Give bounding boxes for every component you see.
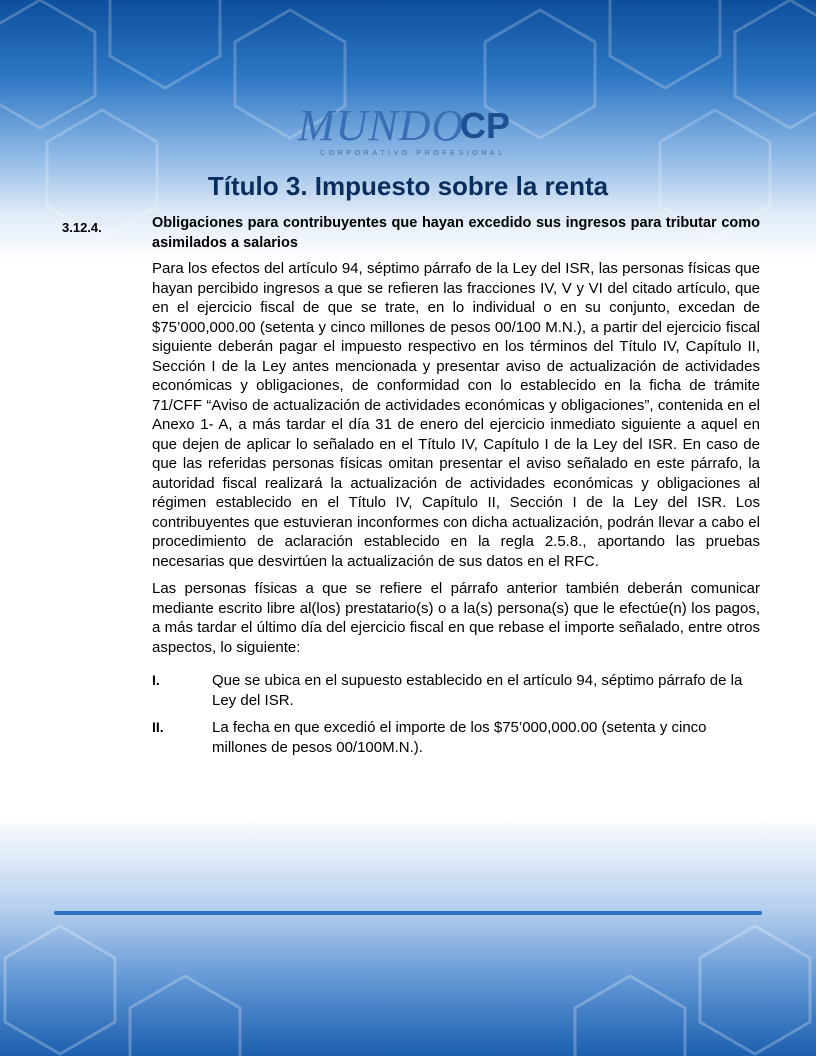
logo-subtitle: CORPORATIVO PROFESIONAL <box>320 150 506 157</box>
logo-cp: CP <box>460 105 511 146</box>
list-item-text: Que se ubica en el supuesto establecido en el artículo 94, séptimo párrafo de la Ley del ISR. <box>212 672 743 709</box>
rule-content <box>152 214 760 765</box>
paragraph: Para los efectos del artículo 94, séptimo párrafo de la Ley del ISR, las personas físicas que hayan percibido ingresos a que se refieren las fracciones IV, V y VI del citado artículo, que en el ejercicio fiscal de que se trate, en lo individual o en su conjunto, excedan de $75’000,000.00 (setenta y cinco millones de pesos 00/100 M.N.), a partir del ejercicio fiscal siguiente deberán pagar el impuesto respectivo en los términos del Título IV, Capítulo II, Sección I de la Ley antes mencionada y presentar aviso de actualización de actividades económicas y obligaciones, de conformidad con lo establecido en la ficha de trámite 71/CFF “Aviso de actualización de actividades económicas y obligaciones”, contenida en el Anexo 1- A, a más tardar el día 31 de enero del ejercicio inmediato siguiente a aquel en que dejen de aplicar lo señalado en el Título IV, Capítulo I de la Ley del ISR. En caso de que las referidas personas físicas omitan presentar el aviso señalado en este párrafo, la autoridad fiscal realizará la actualización de actividades económicas y obligaciones al régimen establecido en el Título IV, Capítulo II, Sección I de la Ley del ISR. Los contribuyentes que estuvieran inconformes con dicha actualización, podrán llevar a cabo el procedimiento de aclaración establecido en la regla 2.5.8., aportando las pruebas necesarias que desvirtúen la actualización de sus datos en el RFC. <box>152 260 760 570</box>
list-item-text: La fecha en que excedió el importe de los $75’000,000.00 (setenta y cinco millones de pesos 00/100M.N.). <box>212 719 707 756</box>
list-item-label: II. <box>152 719 164 735</box>
hexagon-pattern-bottom <box>0 816 816 1056</box>
list-item-label: I. <box>152 672 160 688</box>
numbered-list <box>152 671 760 757</box>
footer-background <box>0 816 816 1056</box>
list-item <box>152 718 760 757</box>
rule-number: 3.12.4. <box>62 220 102 235</box>
paragraph: Las personas físicas a que se refiere el párrafo anterior también deberán comunicar mediante escrito libre al(los) prestatario(s) o a la(s) persona(s) que le efectúe(n) los pagos, a más tardar el último día del ejercicio fiscal en que rebase el importe señalado, entre otros aspectos, lo siguiente: <box>152 580 760 656</box>
rule-heading: Obligaciones para contribuyentes que hayan excedido sus ingresos para tributar como asimilados a salarios <box>152 215 760 251</box>
page-title: Título 3. Impuesto sobre la renta <box>207 171 609 201</box>
footer-divider <box>54 911 762 915</box>
logo-word: MUNDO <box>298 101 465 150</box>
mundo-cp-logo <box>298 102 530 162</box>
list-item <box>152 671 760 710</box>
